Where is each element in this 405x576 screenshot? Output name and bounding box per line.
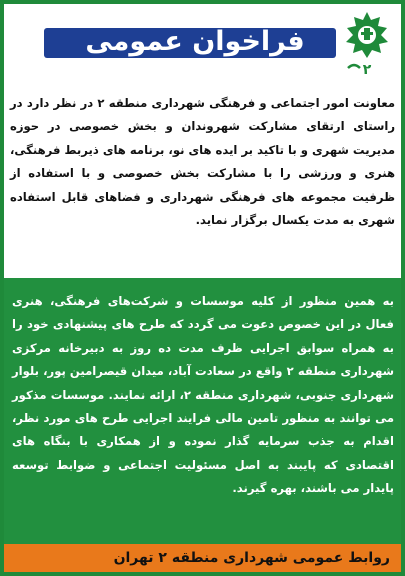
logo-region-label: ۲ [362, 62, 372, 78]
page-title: فراخوان عمومی [85, 26, 305, 57]
intro-paragraph: معاونت امور اجتماعی و فرهنگی شهرداری منطقه ۲ در نظر دارد در راستای ارتقای مشارکت شهروندان و بخش خصوصی در حوزه مدیریت شهری و با تاکید بر ایده های نو، برنامه های ذیربط فرهنگی، هنری و ورزشی را با مشارکت بخش خصوصی و با استفاده از ظرفیت مجموعه های فرهنگی شهرداری و فضاهای قابل استفاده شهری به مدت یکسال برگزار نماید. [10, 96, 395, 228]
tehran-municipality-logo-icon [340, 10, 394, 78]
body-paragraph: به همین منظور از کلیه موسسات و شرکت‌های فرهنگی، هنری فعال در این خصوص دعوت می گردد که طرح های پیشنهادی خود را به همراه سوابق اجرایی ظرف مدت ده روز به دبیرخانه مرکزی شهرداری منطقه ۲ واقع در سعادت آباد، میدان قیصرامین پور، بلوار شهرداری جنوبی، شهرداری منطقه ۲، ارائه نمایند. موسسات مذکور می توانند به منظور تامین مالی فرایند اجرایی طرح های مورد نظر، اقدام به جذب سرمایه گذار نموده و از همکاری با بنگاه های اقتصادی که پایبند به اصل مسئولیت اجتماعی و ضوابط توسعه پایدار می باشند، بهره گیرند. [12, 294, 394, 496]
footer-signature: روابط عمومی شهرداری منطقه ۲ تهران [113, 550, 390, 566]
